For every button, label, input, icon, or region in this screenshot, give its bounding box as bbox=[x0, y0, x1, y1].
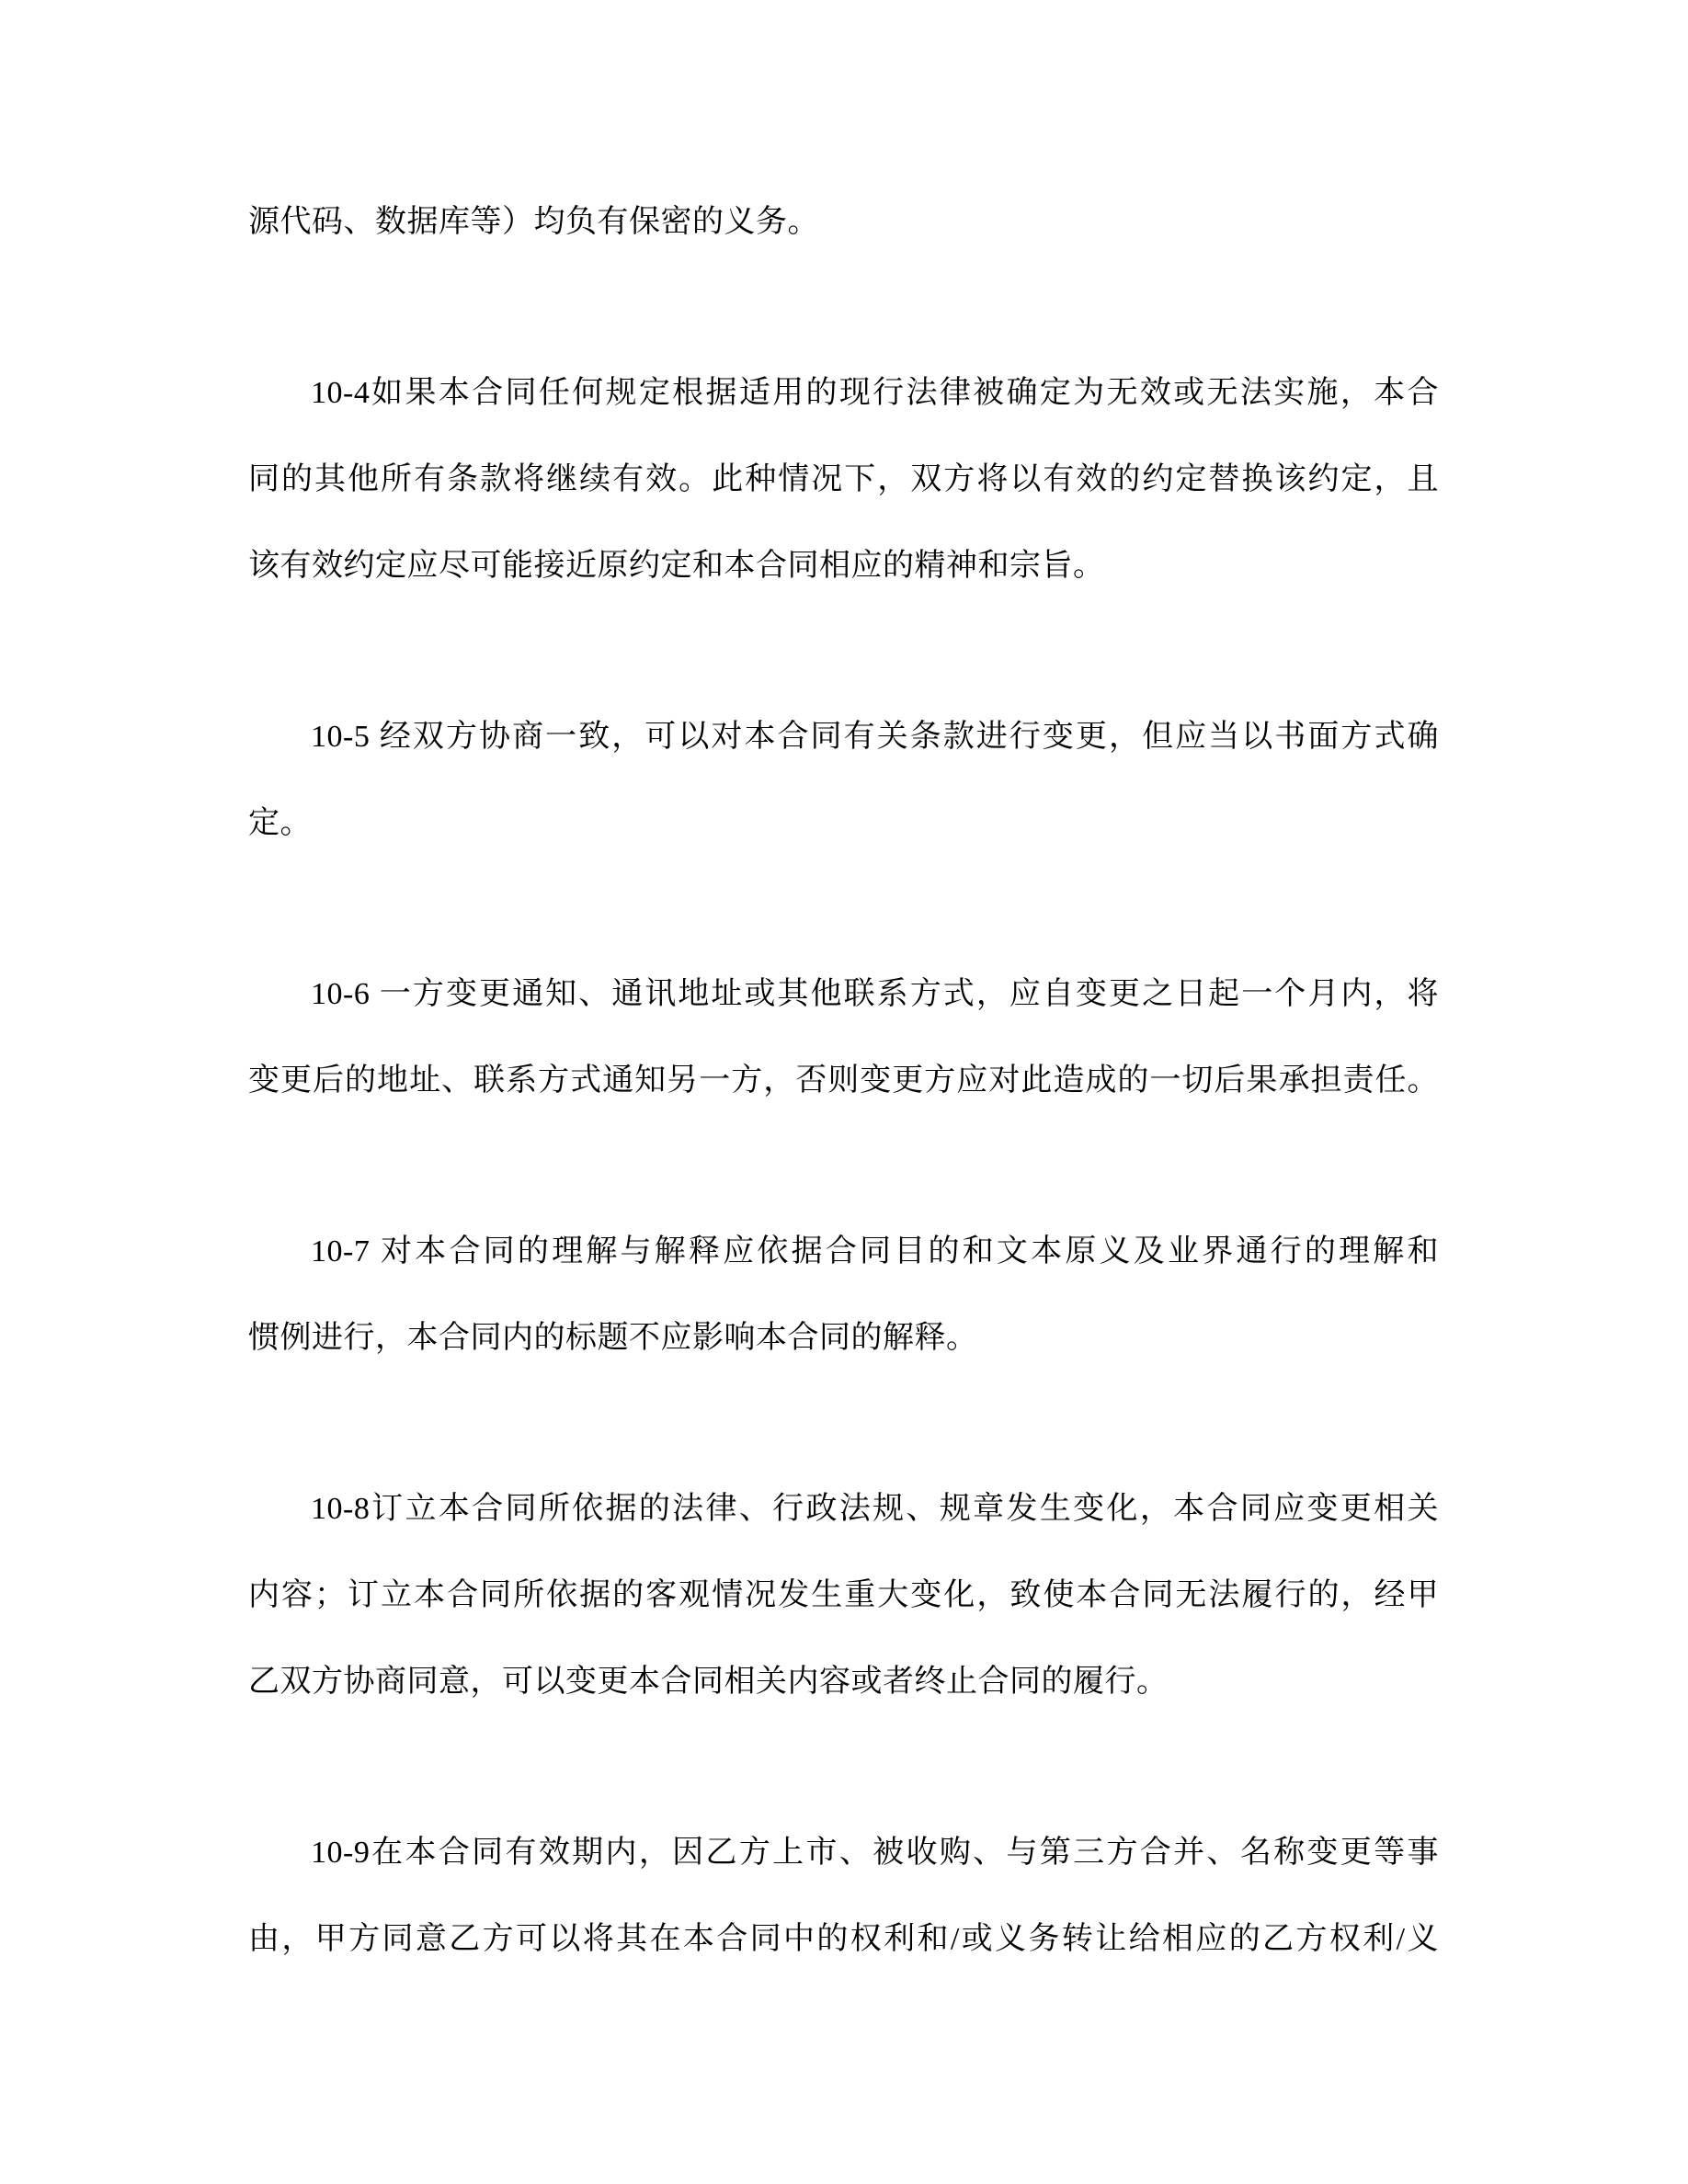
paragraph-clause-10-9 bbox=[248, 1810, 1439, 1983]
text-line: 惯例进行，本合同内的标题不应影响本合同的解释。 bbox=[248, 1321, 978, 1355]
paragraph-clause-10-6 bbox=[248, 951, 1439, 1124]
text-line: 10-4如果本合同任何规定根据适用的现行法律被确定为无效或无法实施，本合 bbox=[311, 376, 1439, 410]
text-line: 乙双方协商同意，可以变更本合同相关内容或者终止合同的履行。 bbox=[248, 1665, 1169, 1699]
text-line: 由，甲方同意乙方可以将其在本合同中的权利和/或义务转让给相应的乙方权利/义 bbox=[248, 1922, 1439, 1956]
text-line: 该有效约定应尽可能接近原约定和本合同相应的精神和宗旨。 bbox=[248, 549, 1105, 583]
text-line: 10-7 对本合同的理解与解释应依据合同目的和文本原义及业界通行的理解和 bbox=[311, 1234, 1439, 1268]
paragraph-clause-10-3-continuation bbox=[248, 179, 1439, 266]
text-line: 同的其他所有条款将继续有效。此种情况下，双方将以有效的约定替换该约定，且 bbox=[248, 462, 1439, 496]
text-line: 10-6 一方变更通知、通讯地址或其他联系方式，应自变更之日起一个月内，将 bbox=[311, 977, 1439, 1011]
paragraph-clause-10-5 bbox=[248, 694, 1439, 867]
text-line: 变更后的地址、联系方式通知另一方，否则变更方应对此造成的一切后果承担责任。 bbox=[248, 1064, 1439, 1098]
paragraph-clause-10-4 bbox=[248, 350, 1439, 609]
paragraph-clause-10-7 bbox=[248, 1209, 1439, 1382]
text-line: 10-8订立本合同所依据的法律、行政法规、规章发生变化，本合同应变更相关 bbox=[311, 1492, 1439, 1526]
text-line: 内容；订立本合同所依据的客观情况发生重大变化，致使本合同无法履行的，经甲 bbox=[248, 1578, 1439, 1612]
text-line: 定。 bbox=[248, 806, 312, 840]
text-line: 源代码、数据库等）均负有保密的义务。 bbox=[248, 205, 819, 239]
paragraph-clause-10-8 bbox=[248, 1466, 1439, 1725]
text-line: 10-9在本合同有效期内，因乙方上市、被收购、与第三方合并、名称变更等事 bbox=[311, 1836, 1439, 1870]
text-line: 10-5 经双方协商一致，可以对本合同有关条款进行变更，但应当以书面方式确 bbox=[311, 720, 1439, 754]
